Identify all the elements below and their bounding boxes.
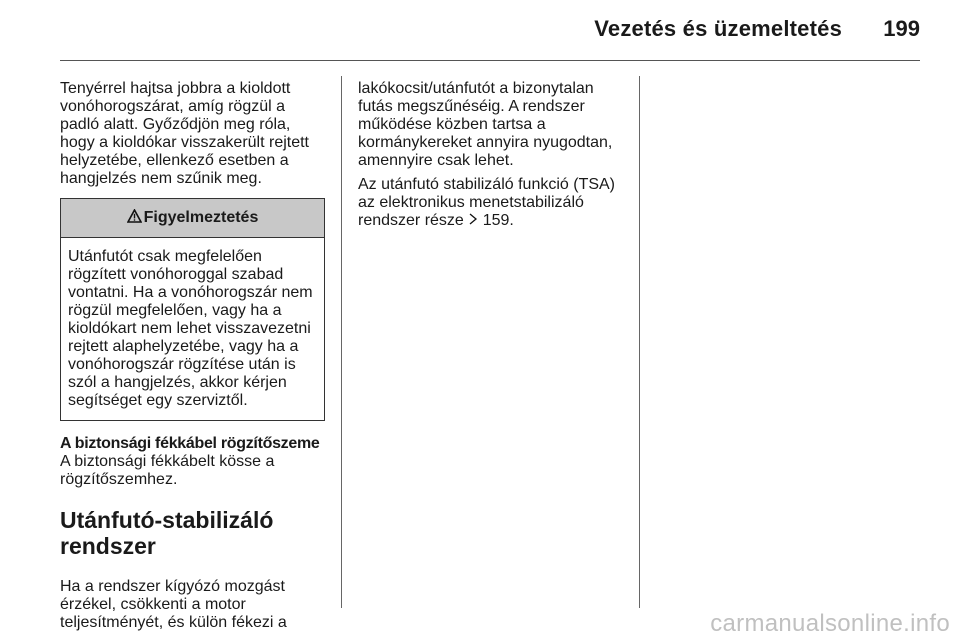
tsa-paragraph-text: Az utánfutó stabilizáló funkció (TSA) az elektronikus menetstabilizáló rendszer része bbox=[358, 176, 616, 229]
section-title: Utánfutó-stabilizáló rendszer bbox=[60, 507, 274, 559]
warning-header bbox=[61, 199, 324, 238]
header-divider bbox=[60, 60, 920, 61]
column-1 bbox=[60, 80, 325, 632]
warning-title: Figyelmeztetés bbox=[143, 209, 259, 226]
subheading-paragraph: A biztonsági fékkábelt kösse a rögzítőszemhez. bbox=[60, 453, 275, 488]
page-number: 199 bbox=[883, 16, 920, 41]
tsa-paragraph bbox=[358, 176, 623, 230]
warning-box bbox=[60, 198, 325, 421]
watermark: carmanualsonline.info bbox=[710, 610, 950, 637]
column-divider-2 bbox=[639, 76, 640, 608]
intro-paragraph: Tenyérrel hajtsa jobbra a kioldott vonóhorogszárat, amíg rögzül a padló alatt. Győződjön meg róla, hogy a kioldókar visszakerült rejtett helyzetébe, ellenkező esetben a hangjelzés nem szűnik meg. bbox=[60, 80, 309, 187]
warning-triangle-icon bbox=[127, 209, 142, 228]
page-header-title: Vezetés és üzemeltetés bbox=[594, 16, 842, 41]
page-reference-arrow-icon[interactable] bbox=[468, 212, 482, 229]
column-divider-1 bbox=[341, 76, 342, 608]
page-reference-link[interactable]: 159. bbox=[482, 212, 514, 229]
column-2 bbox=[358, 80, 623, 230]
warning-body: Utánfutót csak megfelelően rögzített vonóhoroggal szabad vontatni. Ha a vonóhorogszár nem rögzül megfelelően, vagy ha a kioldókart nem lehet visszavezetni rejtett alaphelyzetébe, vagy ha a vonóhorogszár rögzítése után is szól a hangjelzés, akkor kérjen segítséget egy szerviztől. bbox=[68, 248, 313, 409]
continuation-paragraph: lakókocsit/utánfutót a bizonytalan futás megszűnéséig. A rendszer működése közben tartsa a kormánykereket annyira nyugodtan, amennyire csak lehet. bbox=[358, 80, 613, 169]
section-paragraph: Ha a rendszer kígyózó mozgást érzékel, csökkenti a motor teljesítményét, és külön fékezi a bbox=[60, 578, 287, 632]
subheading: A biztonsági fékkábel rögzítőszeme bbox=[60, 435, 320, 452]
